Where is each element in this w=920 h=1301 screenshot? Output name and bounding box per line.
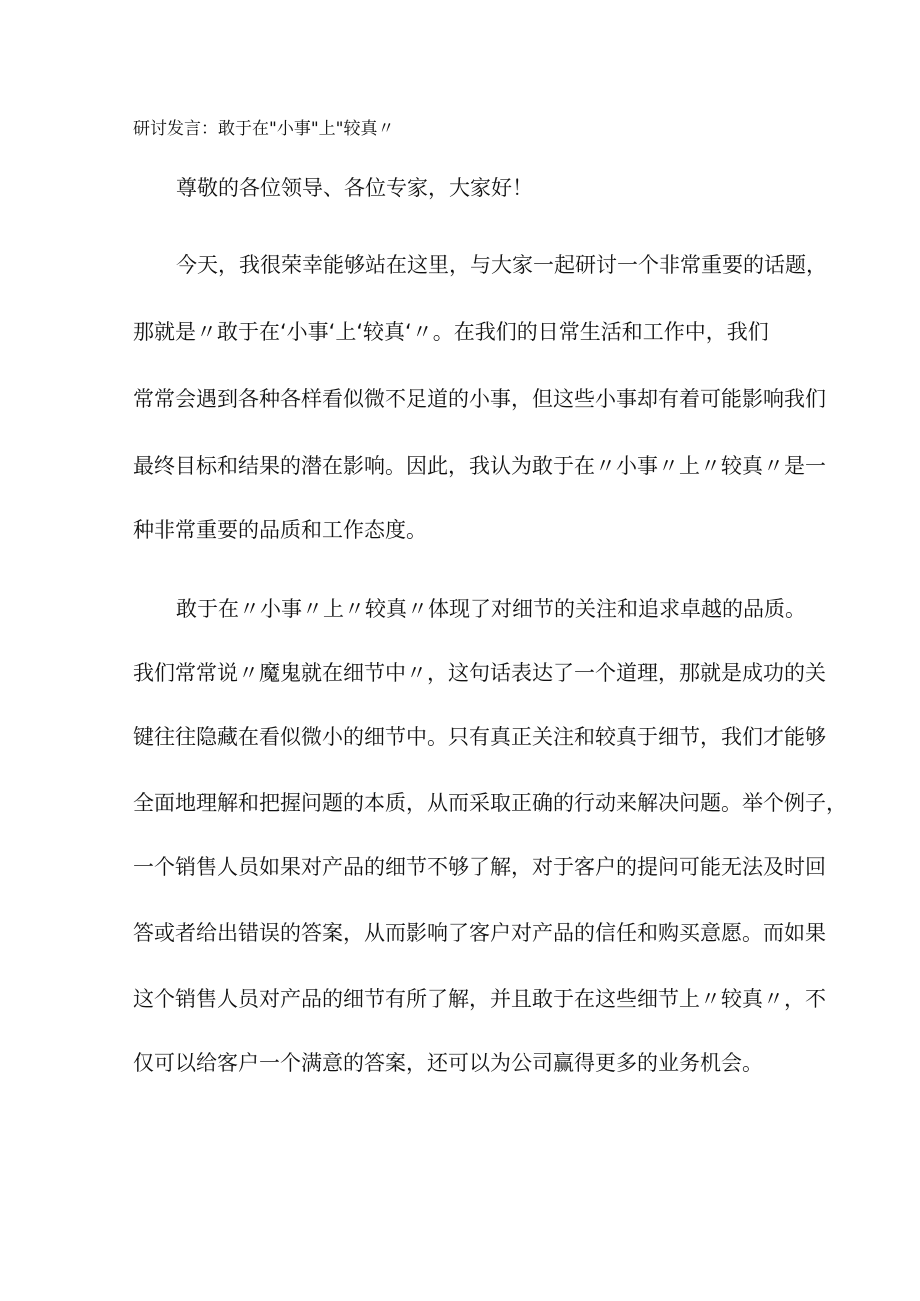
paragraph2-line-7: 这个销售人员对产品的细节有所了解，并且敢于在这些细节上〃较真〃，不 [133, 987, 826, 1011]
paragraph2-line-5: 一个销售人员如果对产品的细节不够了解，对于客户的提问可能无法及时回 [133, 855, 826, 879]
greeting-text: 尊敬的各位领导、各位专家，大家好！ [176, 176, 533, 200]
paragraph2-line-3: 键往往隐藏在看似微小的细节中。只有真正关注和较真于细节，我们才能够 [133, 725, 826, 749]
paragraph1-line-3: 常常会遇到各种各样看似微不足道的小事，但这些小事却有着可能影响我们 [133, 387, 826, 411]
paragraph1-line-5: 种非常重要的品质和工作态度。 [133, 518, 427, 542]
paragraph2-line-6: 答或者给出错误的答案，从而影响了客户对产品的信任和购买意愿。而如果 [133, 921, 826, 945]
paragraph2-line-8: 仅可以给客户一个满意的答案，还可以为公司赢得更多的业务机会。 [133, 1051, 763, 1075]
paragraph1-line-2: 那就是〃敢于在‘小事‘上‘较真‘〃。在我们的日常生活和工作中，我们 [133, 320, 769, 344]
document-title: 研讨发言：敢于在"小事"上"较真〃 [133, 119, 395, 139]
paragraph2-line-1: 敢于在〃小事〃上〃较真〃体现了对细节的关注和追求卓越的品质。 [176, 597, 806, 621]
paragraph1-line-1: 今天，我很荣幸能够站在这里，与大家一起研讨一个非常重要的话题， [176, 253, 827, 277]
paragraph1-line-4: 最终目标和结果的潜在影响。因此，我认为敢于在〃小事〃上〃较真〃是一 [133, 454, 826, 478]
paragraph2-line-4: 全面地理解和把握问题的本质，从而采取正确的行动来解决问题。举个例子， [133, 791, 847, 815]
paragraph2-line-2: 我们常常说〃魔鬼就在细节中〃，这句话表达了一个道理，那就是成功的关 [133, 661, 826, 685]
